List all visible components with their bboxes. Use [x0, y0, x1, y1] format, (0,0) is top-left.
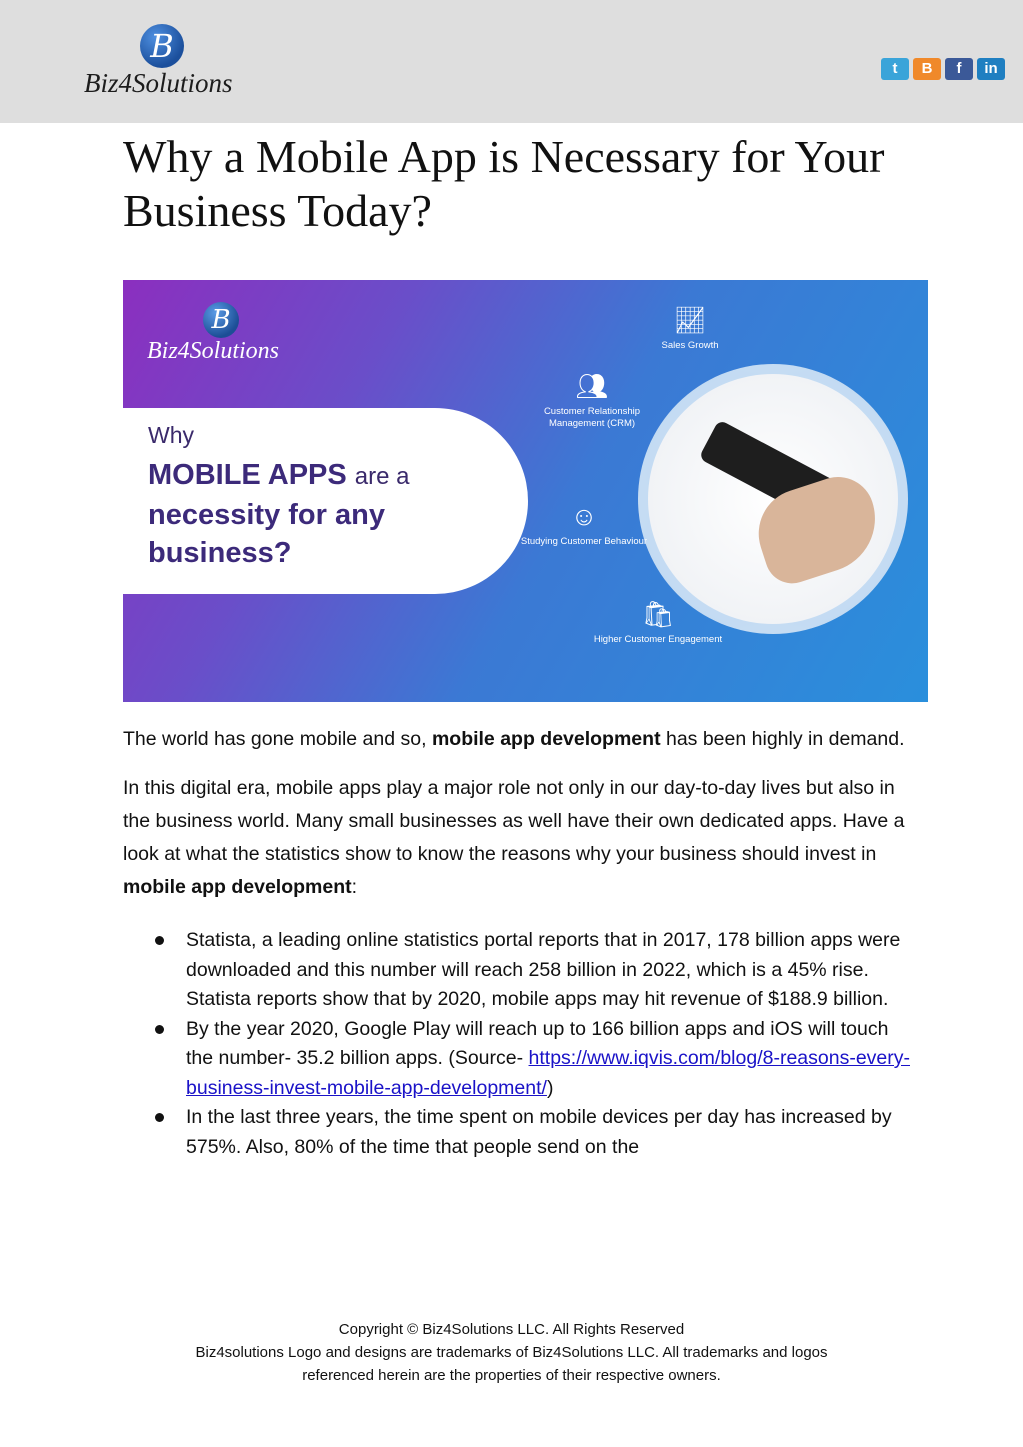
- banner-logo: [147, 302, 307, 372]
- feature-customer-engagement: [583, 600, 733, 646]
- copyright-line: Copyright © Biz4Solutions LLC. All Rights Reserved: [338, 1321, 685, 1338]
- paragraph-intro: [123, 723, 913, 756]
- headline-bold-2: necessity for any business?: [148, 499, 385, 569]
- feature-label: Higher Customer Engagement: [593, 634, 723, 645]
- trademark-line: Biz4solutions Logo and designs are trademarks of Biz4Solutions LLC. All trademarks and logos: [195, 1344, 828, 1361]
- text: ): [546, 1076, 554, 1099]
- feature-label: Customer Relationship Management (CRM): [543, 406, 641, 429]
- text: In this digital era, mobile apps play a major role not only in our day-to-day lives but also in the business world. Many small businesses as well have their own dedicated apps. Have a look at what the statistics show to know the reasons why your business should invest in: [123, 777, 905, 865]
- biz4solutions-logo[interactable]: [84, 24, 254, 104]
- article-body: [123, 723, 913, 1162]
- facebook-icon[interactable]: f: [945, 58, 973, 80]
- banner-logo-text: Biz4Solutions: [147, 338, 280, 364]
- blogger-icon[interactable]: B: [913, 58, 941, 80]
- twitter-icon[interactable]: t: [881, 58, 909, 80]
- list-item: Statista, a leading online statistics portal reports that in 2017, 178 billion apps were downloaded and this number will reach 258 billion in 2022, which is a 45% rise. Statista reports show that by 2020, mobile apps may hit revenue of $188.9 billion.: [123, 926, 913, 1015]
- banner-headline: [148, 456, 518, 572]
- text: has been highly in demand.: [660, 728, 905, 750]
- source-link[interactable]: https://www.iqvis.com/blog/8-reasons-every-business-invest-mobile-app-development/: [186, 1047, 910, 1099]
- paragraph-statistics: [123, 772, 913, 904]
- text: The world has gone mobile and so,: [123, 728, 432, 750]
- hero-banner: [123, 280, 928, 702]
- headline-bold-1: MOBILE APPS: [148, 459, 347, 491]
- feature-label: Sales Growth: [661, 340, 719, 351]
- page-header: [0, 0, 1023, 123]
- list-item: In the last three years, the time spent on mobile devices per day has increased by 575%. Also, 80% of the time that people send on the: [123, 1103, 913, 1162]
- people-icon: 👥︎: [575, 371, 609, 401]
- logo-emblem-icon: B: [140, 24, 184, 68]
- feature-customer-behaviour: [509, 502, 659, 548]
- list-item: [123, 1015, 913, 1104]
- page-footer: [120, 1318, 903, 1387]
- linkedin-icon[interactable]: in: [977, 58, 1005, 80]
- feature-sales-growth: [615, 306, 765, 352]
- text: :: [351, 876, 358, 898]
- shopping-bag-icon: 🛍︎: [641, 599, 675, 629]
- feature-label: Studying Customer Behaviour: [520, 536, 648, 547]
- banner-logo-emblem-icon: B: [203, 302, 239, 338]
- chart-icon: 📈︎: [673, 305, 707, 335]
- social-links: [881, 58, 1005, 80]
- phone-photo: [638, 364, 908, 634]
- bold-text: mobile app development: [431, 728, 661, 750]
- banner-why: Why: [148, 422, 194, 448]
- banner-headline-box: [123, 408, 528, 594]
- behaviour-icon: ☺: [570, 501, 598, 531]
- feature-crm: [517, 372, 667, 430]
- page-title: Why a Mobile App is Necessary for Your Business Today?: [123, 131, 885, 236]
- logo-text: Biz4Solutions: [84, 68, 233, 98]
- bold-text: mobile app development: [123, 876, 352, 898]
- headline-light: are a: [354, 463, 410, 490]
- statistics-list: [123, 926, 913, 1162]
- text: By the year 2020, Google Play will reach up to 166 billion apps and iOS will touch the number- 35.2 billion apps. (Source-: [186, 1017, 889, 1069]
- trademark-line-2: referenced herein are the properties of their respective owners.: [302, 1367, 721, 1384]
